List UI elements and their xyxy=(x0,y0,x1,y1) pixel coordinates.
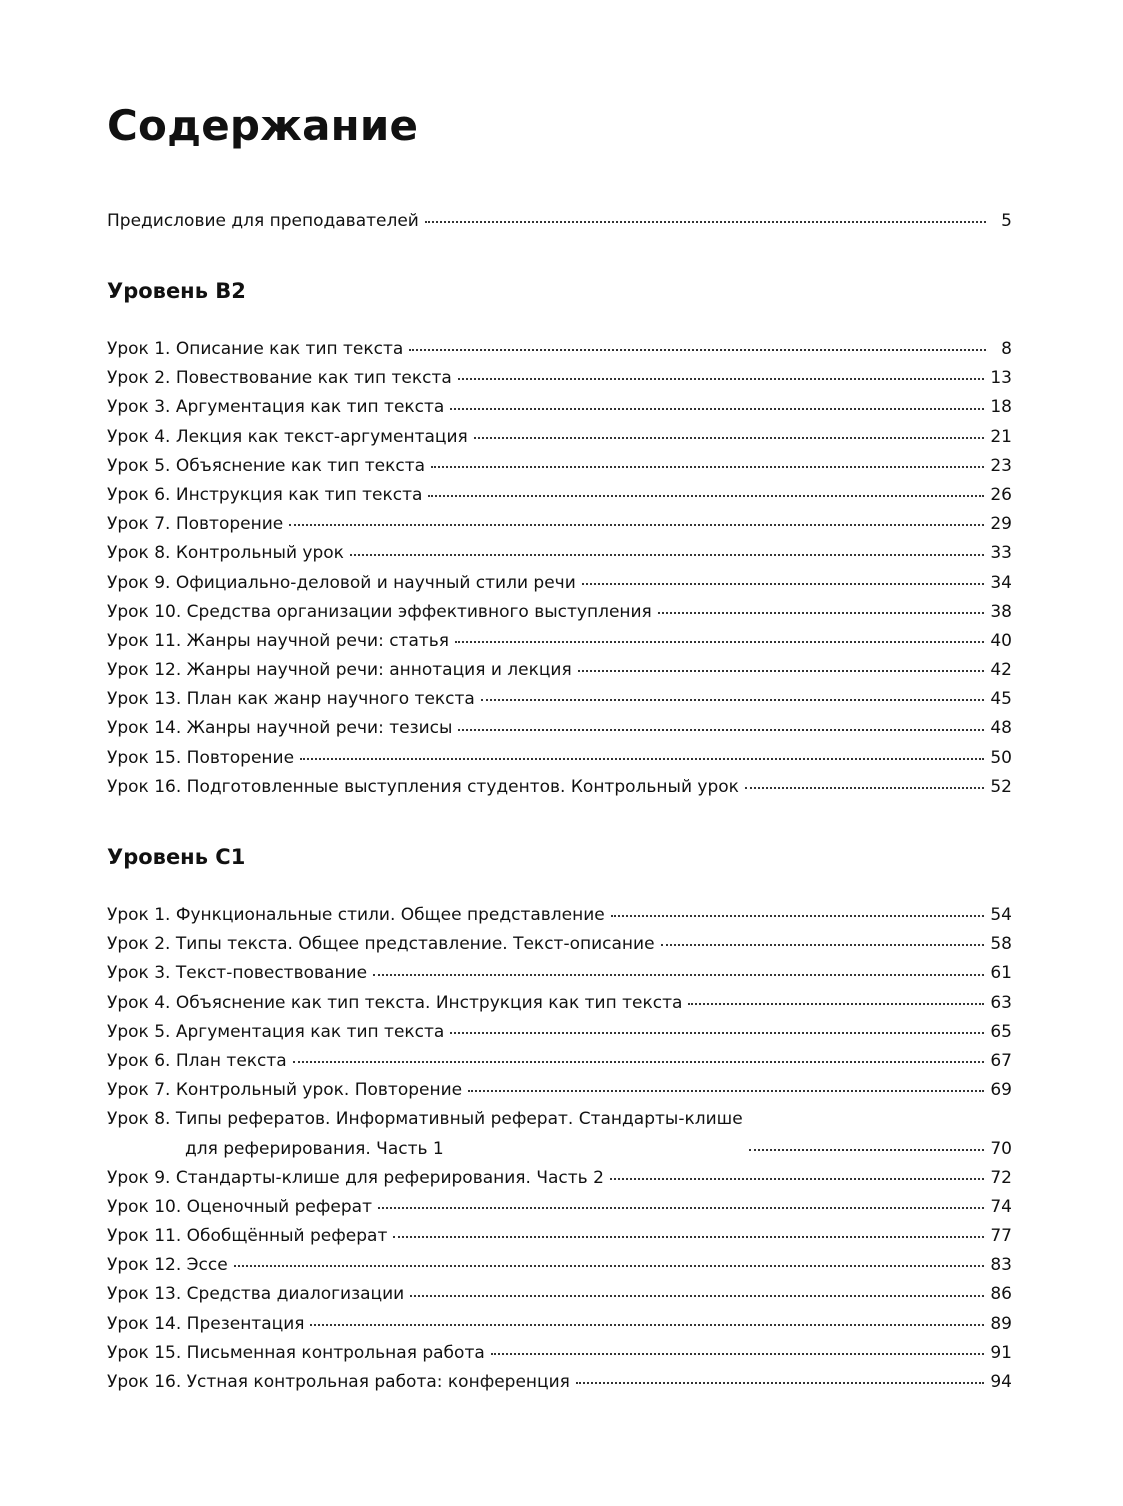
toc-entry-label: Урок 14. Презентация xyxy=(107,1313,305,1334)
dot-leader xyxy=(491,1353,985,1355)
toc-entry-page: 63 xyxy=(990,992,1012,1013)
dot-leader xyxy=(293,1061,985,1063)
dot-leader xyxy=(450,1032,984,1034)
toc-entry xyxy=(107,627,1012,656)
toc-entry xyxy=(107,1222,1012,1251)
toc-entry-page: 54 xyxy=(990,905,1012,925)
toc-entry-label: Урок 8. Контрольный урок xyxy=(107,543,344,564)
toc-entry xyxy=(107,1164,1012,1193)
toc-entry-page: 77 xyxy=(990,1226,1012,1247)
toc-entry xyxy=(107,656,1012,685)
toc-entry-label: Урок 3. Текст-повествование xyxy=(107,963,368,984)
toc-entry-page: 13 xyxy=(990,368,1012,389)
toc-entry-page: 50 xyxy=(990,747,1012,768)
dot-leader xyxy=(688,1003,984,1005)
dot-leader xyxy=(350,554,984,556)
dot-leader xyxy=(373,974,984,976)
dot-leader xyxy=(468,1090,984,1092)
toc-entry-label: Урок 7. Контрольный урок. Повторение xyxy=(107,1080,463,1101)
toc-entry-page: 33 xyxy=(990,543,1012,564)
toc-entry-label: Урок 16. Устная контрольная работа: конференция xyxy=(107,1372,570,1393)
dot-leader xyxy=(289,524,984,526)
dot-leader xyxy=(393,1236,984,1238)
toc-entry xyxy=(107,901,1012,930)
toc-entry-page: 65 xyxy=(990,1021,1012,1042)
toc-entry-page: 70 xyxy=(990,1138,1012,1159)
dot-leader xyxy=(425,221,986,223)
dot-leader xyxy=(578,670,985,672)
toc-entry-page: 74 xyxy=(990,1196,1012,1217)
section-heading-c1: Уровень С1 xyxy=(107,845,246,869)
toc-entry-preface xyxy=(107,207,1012,236)
toc-entry xyxy=(107,1047,1012,1076)
dot-leader xyxy=(409,349,986,351)
toc-entry-label: Урок 1. Функциональные стили. Общее представление xyxy=(107,905,605,925)
toc-entry-label: Урок 5. Объяснение как тип текста xyxy=(107,455,426,476)
toc-entry xyxy=(107,598,1012,627)
dot-leader xyxy=(431,466,984,468)
toc-entry-label: Урок 16. Подготовленные выступления студентов. Контрольный урок xyxy=(107,776,739,797)
toc-entry xyxy=(107,423,1012,452)
toc-entry-page: 67 xyxy=(990,1050,1012,1071)
toc-entry-page: 69 xyxy=(990,1080,1012,1101)
toc-entry-label: Урок 4. Лекция как текст-аргументация xyxy=(107,426,468,447)
toc-entry-label: Урок 6. Инструкция как тип текста xyxy=(107,484,423,505)
toc-entry-page: 29 xyxy=(990,514,1012,535)
dot-leader xyxy=(458,729,984,731)
toc-entry-page: 42 xyxy=(990,660,1012,681)
toc-entry-label: Урок 1. Описание как тип текста xyxy=(107,339,404,359)
dot-leader xyxy=(300,758,984,760)
toc-entry xyxy=(107,1280,1012,1309)
dot-leader xyxy=(610,1178,984,1180)
toc-entry-label: Урок 10. Средства организации эффективного выступления xyxy=(107,601,652,622)
toc-entry xyxy=(107,773,1012,802)
toc-entry xyxy=(107,1076,1012,1105)
dot-leader xyxy=(576,1382,984,1384)
toc-entry-page: 52 xyxy=(990,776,1012,797)
toc-entry-page: 34 xyxy=(990,572,1012,593)
toc-entry-page: 48 xyxy=(990,718,1012,739)
dot-leader xyxy=(450,408,984,410)
toc-entry-label: Урок 2. Повествование как тип текста xyxy=(107,368,452,389)
dot-leader xyxy=(582,583,985,585)
toc-entry-label: Урок 9. Официально-деловой и научный стили речи xyxy=(107,572,576,593)
section-heading-b2: Уровень В2 xyxy=(107,279,246,303)
toc-entry-page: 23 xyxy=(990,455,1012,476)
toc-entry-label: Урок 11. Жанры научной речи: статья xyxy=(107,630,450,651)
toc-list-c1 xyxy=(107,901,1012,1397)
toc-entry-label-continuation: для реферирования. Часть 1 xyxy=(185,1138,444,1159)
dot-leader xyxy=(658,612,985,614)
toc-entry-page: 40 xyxy=(990,630,1012,651)
toc-entry xyxy=(107,1368,1012,1397)
toc-entry-label: Урок 14. Жанры научной речи: тезисы xyxy=(107,718,453,739)
toc-entry xyxy=(107,364,1012,393)
toc-entry xyxy=(107,1193,1012,1222)
dot-leader xyxy=(458,378,985,380)
toc-entry xyxy=(107,930,1012,959)
dot-leader xyxy=(410,1295,984,1297)
toc-entry xyxy=(107,393,1012,422)
dot-leader xyxy=(474,437,985,439)
toc-entry xyxy=(107,335,1012,364)
dot-leader xyxy=(234,1265,985,1267)
toc-entry-page: 45 xyxy=(990,689,1012,710)
toc-entry-page: 18 xyxy=(990,397,1012,418)
toc-entry-page: 26 xyxy=(990,484,1012,505)
toc-entry xyxy=(107,1105,1012,1163)
page-title: Содержание xyxy=(107,101,419,150)
toc-entry-label: Урок 12. Эссе xyxy=(107,1255,228,1276)
toc-entry xyxy=(107,1339,1012,1368)
toc-entry xyxy=(107,685,1012,714)
dot-leader xyxy=(745,787,984,789)
toc-entry-label: Урок 13. Средства диалогизации xyxy=(107,1284,405,1305)
toc-list-b2 xyxy=(107,335,1012,802)
dot-leader xyxy=(749,1149,985,1151)
toc-entry-page: 38 xyxy=(990,601,1012,622)
toc-entry-label-line: Урок 8. Типы рефератов. Информативный реферат. Стандарты-клише xyxy=(107,1109,743,1130)
toc-entry xyxy=(107,989,1012,1018)
dot-leader xyxy=(611,915,985,917)
toc-entry xyxy=(107,481,1012,510)
toc-entry xyxy=(107,1251,1012,1280)
toc-entry xyxy=(107,714,1012,743)
toc-entry-label: Урок 4. Объяснение как тип текста. Инструкция как тип текста xyxy=(107,992,683,1013)
toc-entry-label: Урок 9. Стандарты-клише для реферирования. Часть 2 xyxy=(107,1167,604,1188)
toc-entry-label: Урок 11. Обобщённый реферат xyxy=(107,1226,388,1247)
toc-entry xyxy=(107,569,1012,598)
toc-entry-label: Урок 15. Письменная контрольная работа xyxy=(107,1342,485,1363)
dot-leader xyxy=(378,1207,984,1209)
toc-entry-page: 86 xyxy=(990,1284,1012,1305)
toc-entry-label: Урок 3. Аргументация как тип текста xyxy=(107,397,445,418)
toc-entry-page: 61 xyxy=(990,963,1012,984)
toc-entry-label: Урок 12. Жанры научной речи: аннотация и лекция xyxy=(107,660,572,681)
toc-entry-page: 58 xyxy=(990,934,1012,955)
toc-entry xyxy=(107,539,1012,568)
dot-leader xyxy=(481,699,985,701)
dot-leader xyxy=(310,1324,984,1326)
toc-entry-page: 83 xyxy=(990,1255,1012,1276)
toc-entry-page: 72 xyxy=(990,1167,1012,1188)
toc-entry-label: Урок 5. Аргументация как тип текста xyxy=(107,1021,445,1042)
toc-entry-page: 21 xyxy=(990,426,1012,447)
toc-entry-label: Урок 13. План как жанр научного текста xyxy=(107,689,475,710)
dot-leader xyxy=(661,944,985,946)
toc-entry xyxy=(107,1018,1012,1047)
toc-entry-label: Урок 7. Повторение xyxy=(107,514,284,535)
toc-entry-page: 8 xyxy=(1001,339,1012,359)
toc-entry xyxy=(107,959,1012,988)
toc-entry-page: 91 xyxy=(990,1342,1012,1363)
toc-entry-label: Урок 15. Повторение xyxy=(107,747,295,768)
toc-entry xyxy=(107,452,1012,481)
toc-entry-page: 89 xyxy=(990,1313,1012,1334)
dot-leader xyxy=(455,641,984,643)
toc-entry xyxy=(107,510,1012,539)
toc-entry-label: Предисловие для преподавателей xyxy=(107,211,419,231)
dot-leader xyxy=(428,495,984,497)
toc-entry-label: Урок 2. Типы текста. Общее представление. Текст-описание xyxy=(107,934,655,955)
toc-entry-page: 94 xyxy=(990,1372,1012,1393)
toc-entry-label: Урок 10. Оценочный реферат xyxy=(107,1196,372,1217)
toc-entry-label: Урок 6. План текста xyxy=(107,1050,287,1071)
toc-entry-page: 5 xyxy=(1001,211,1012,231)
toc-entry xyxy=(107,744,1012,773)
toc-entry xyxy=(107,1310,1012,1339)
toc-entry-label xyxy=(107,1105,743,1163)
